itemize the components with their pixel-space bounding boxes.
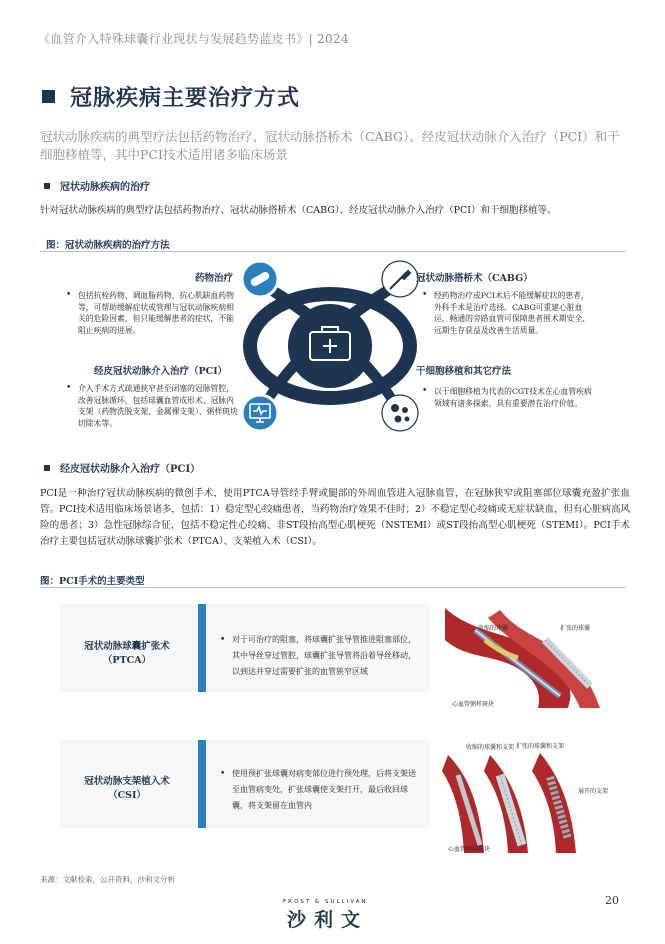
figure-divider bbox=[40, 587, 626, 588]
pci-type-desc: • 使用预扩张球囊对病变部位进行预处理，后将支架送至血管病变处，扩张球囊使支架打开，最后收回球囊，将支架留在血管内 bbox=[220, 769, 416, 810]
section-heading: 冠状动脉疾病的治疗 bbox=[60, 182, 150, 193]
section-text: 针对冠状动脉疾病的典型疗法包括药物治疗、冠状动脉搭桥术（CABG）、经皮冠状动脉介入治疗（PCI）和干细胞移植等。 bbox=[40, 205, 557, 216]
label-collapsed-balloon: 收缩的球囊 bbox=[478, 625, 509, 632]
report-header: 《血管介入特殊球囊行业现状与发展趋势蓝皮书》| 2024 bbox=[38, 32, 349, 46]
section-bullet bbox=[44, 183, 50, 189]
label-collapsed-balloon-stent: 收缩的球囊和支架 bbox=[466, 744, 515, 751]
pci-type-name: 冠状动脉支架植入术 （CSI） bbox=[84, 776, 170, 801]
section-heading: 经皮冠状动脉介入治疗（PCI） bbox=[60, 464, 201, 475]
quadrant-pci-title: 经皮冠状动脉介入治疗（PCI） bbox=[94, 366, 228, 377]
section-bullet bbox=[44, 465, 50, 471]
title-bullet bbox=[42, 90, 55, 103]
ptca-illustration bbox=[440, 600, 610, 710]
source-note: 来源：文献检索，公开资料，沙利文分析 bbox=[40, 875, 175, 884]
page-title: 冠脉疾病主要治疗方式 bbox=[70, 85, 301, 111]
quadrant-stem-title: 干细胞移植和其它疗法 bbox=[416, 366, 512, 377]
quadrant-drug-text: • 包括抗栓药物、调血脂药物、抗心肌缺血药物等，可帮助缓解症状或管理与冠状动脉疾病相关的危险因素，但只能缓解患者的症状，不能阻止疾病的进展。 bbox=[66, 290, 234, 335]
pci-type-desc: • 对于可治疗的阻塞，将球囊扩张导管推进阻塞部位，其中导丝穿过管腔，球囊扩张导管将沿着导丝移动，以到达并穿过需要扩张的血管狭窄区域 bbox=[220, 635, 416, 676]
quadrant-cabg-title: 冠状动脉搭桥术（CABG） bbox=[416, 273, 533, 284]
figure-label: 图：PCI手术的主要类型 bbox=[40, 576, 145, 587]
label-expanded-balloon-stent: 扩张的球囊和支架 bbox=[516, 743, 565, 750]
accent-bar bbox=[198, 740, 206, 828]
figure-label: 图：冠状动脉疾病的治疗方法 bbox=[46, 240, 170, 251]
logo-text: 沙利文 bbox=[287, 909, 369, 931]
quadrant-pci-text: • 介入手术方式疏通狭窄甚至闭塞的冠脉管腔，改善冠脉循环，包括球囊血管成形术、冠脉内支架（药物洗脱支架、金属裸支架）、粥样斑块切除术等。 bbox=[66, 383, 238, 428]
pci-type-name: 冠状动脉球囊扩张术 （PTCA） bbox=[84, 641, 170, 666]
page-subtitle: 冠状动脉疾病的典型疗法包括药物治疗、冠状动脉搭桥术（CABG）、经皮冠状动脉介入治疗（PCI）和干细胞移植等，其中PCI技术适用诸多临床场景 bbox=[40, 129, 620, 162]
page-number: 20 bbox=[605, 894, 619, 907]
quadrant-drug-title: 药物治疗 bbox=[195, 273, 234, 284]
accent-bar bbox=[198, 604, 206, 692]
section-text: PCI是一种治疗冠状动脉疾病的微创手术，使用PTCA导管经手臂或腿部的外周血管进入冠脉血管，在冠脉狭窄或阻塞部位球囊充盈扩张血管。PCI技术适用临床场景诸多，包括：1）稳定型心绞痛患者，当药物治疗效果不佳时；2）不稳定型心绞痛或无症状缺血，但有心脏病高风险的患者；3）急性冠脉综合征，包括不稳定性心绞痛、非ST段抬高型心肌梗死（NSTEMI）或ST段抬高型心肌梗死（STEMI）。PCI手术治疗主要包括冠状动脉球囊扩张术（PTCA）、支架植入术（CSI）。 bbox=[40, 488, 631, 547]
quadrant-cabg-text: • 经药物治疗或PCI术后不能缓解症状的患者，外科手术是治疗选择。CABG可重建心脏血运，畅通的旁路血管可保障患者围术期安全、远期生存获益及改善生活质量。 bbox=[422, 290, 590, 335]
quadrant-stem-text: • 以干细胞移植为代表的CGT技术在心血管疾病领域有诸多探索，具有重要潜在治疗价值。 bbox=[422, 386, 592, 408]
label-plaque: 心血管粥样斑块 bbox=[448, 846, 491, 853]
figure-divider bbox=[40, 251, 626, 252]
label-plaque: 心血管粥样斑块 bbox=[452, 701, 495, 708]
label-expanded-balloon: 扩张的球囊 bbox=[560, 625, 591, 632]
label-deployed-stent: 展开的支架 bbox=[578, 788, 609, 795]
logo-text-small: FROST & SULLIVAN bbox=[283, 899, 368, 905]
csi-illustration bbox=[440, 735, 610, 855]
treatment-diagram bbox=[230, 258, 430, 438]
